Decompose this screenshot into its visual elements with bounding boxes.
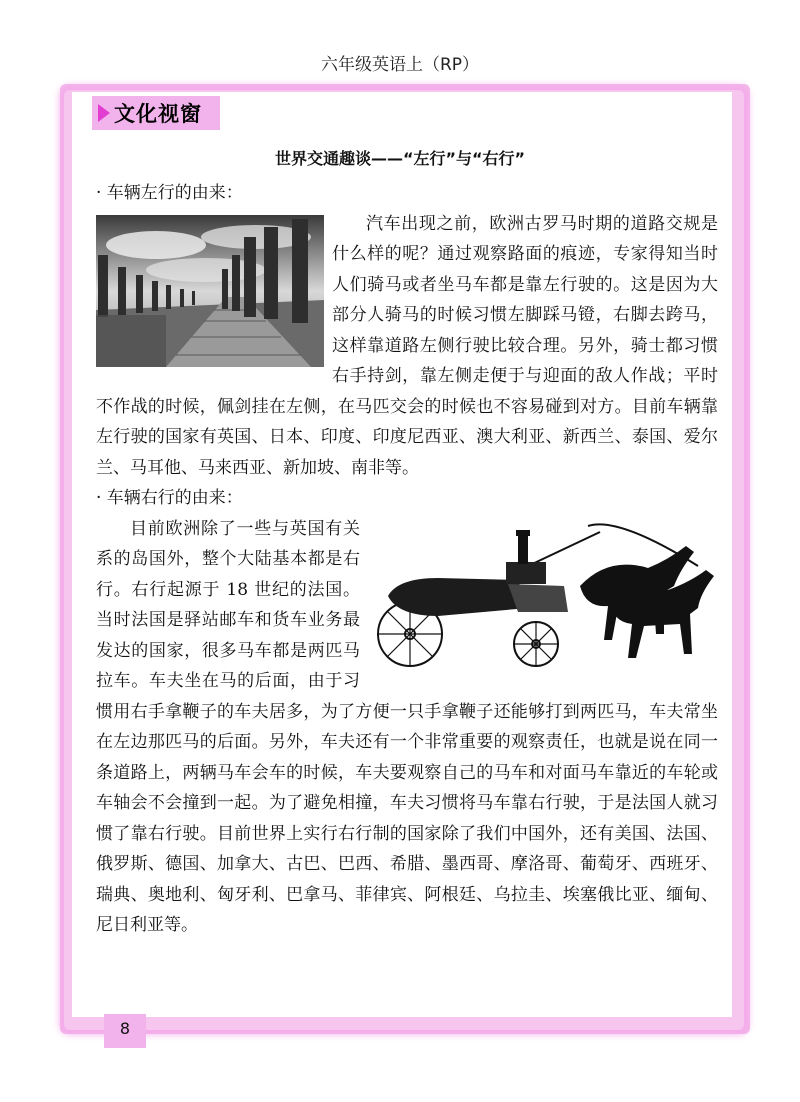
running-head: 六年级英语上（RP） [320, 55, 480, 75]
right-traffic-text: 目前欧洲除了一些与英国有关系的岛国外，整个大陆基本都是右行。右行起源于 18 世纪的法国。当时法国是驿站邮车和货车业务最发达的国家，很多马车都是两匹马拉车。车夫坐在马的后面，由于习惯用右手拿鞭子的车夫居多，为了方便一只手拿鞭子还能够打到两匹马，车夫常坐在左边那匹马的后面。另外，车夫还有一个非常重要的观察责任，也就是说在同一条道路上，两辆马车会车的时候，车夫要观察自己的马车和对面马车靠近的车轮或车轴会不会撞到一起。为了避免相撞，车夫习惯将马车靠右行驶，于是法国人就习惯了靠右行驶。目前世界上实行右行制的国家除了我们中国外，还有美国、法国、俄罗斯、德国、加拿大、古巴、巴西、希腊、墨西哥、摩洛哥、葡萄牙、西班牙、瑞典、奥地利、匈牙利、巴拿马、菲律宾、阿根廷、乌拉圭、埃塞俄比亚、缅甸、尼日利亚等。 [96, 518, 718, 935]
right-traffic-paragraph [96, 514, 718, 941]
right-traffic-heading: · 车辆右行的由来： [96, 488, 243, 508]
article-body [96, 178, 718, 941]
left-traffic-heading: · 车辆左行的由来： [96, 183, 243, 203]
play-arrow-icon [98, 104, 110, 122]
section-title: 文化视窗 [114, 102, 202, 126]
article-title: 世界交通趣谈——“左行”与“右行” [274, 149, 526, 168]
section-tag [92, 96, 220, 130]
horse-carriage-illustration [368, 516, 718, 670]
left-traffic-paragraph [96, 209, 718, 484]
page-number: 8 [104, 1014, 146, 1048]
left-traffic-text: 汽车出现之前，欧洲古罗马时期的道路交规是什么样的呢？通过观察路面的痕迹，专家得知当时人们骑马或者坐马车都是靠左行驶的。这是因为大部分人骑马的时候习惯左脚踩马镫，右脚去跨马，这样靠道路左侧行驶比较合理。另外，骑士都习惯右手持剑，靠左侧走便于与迎面的敌人作战；平时不作战的时候，佩剑挂在左侧，在马匹交会的时候也不容易碰到对方。目前车辆靠左行驶的国家有英国、日本、印度、印度尼西亚、澳大利亚、新西兰、泰国、爱尔兰、马耳他、马来西亚、新加坡、南非等。 [96, 213, 718, 478]
roman-road-photo [96, 215, 324, 367]
